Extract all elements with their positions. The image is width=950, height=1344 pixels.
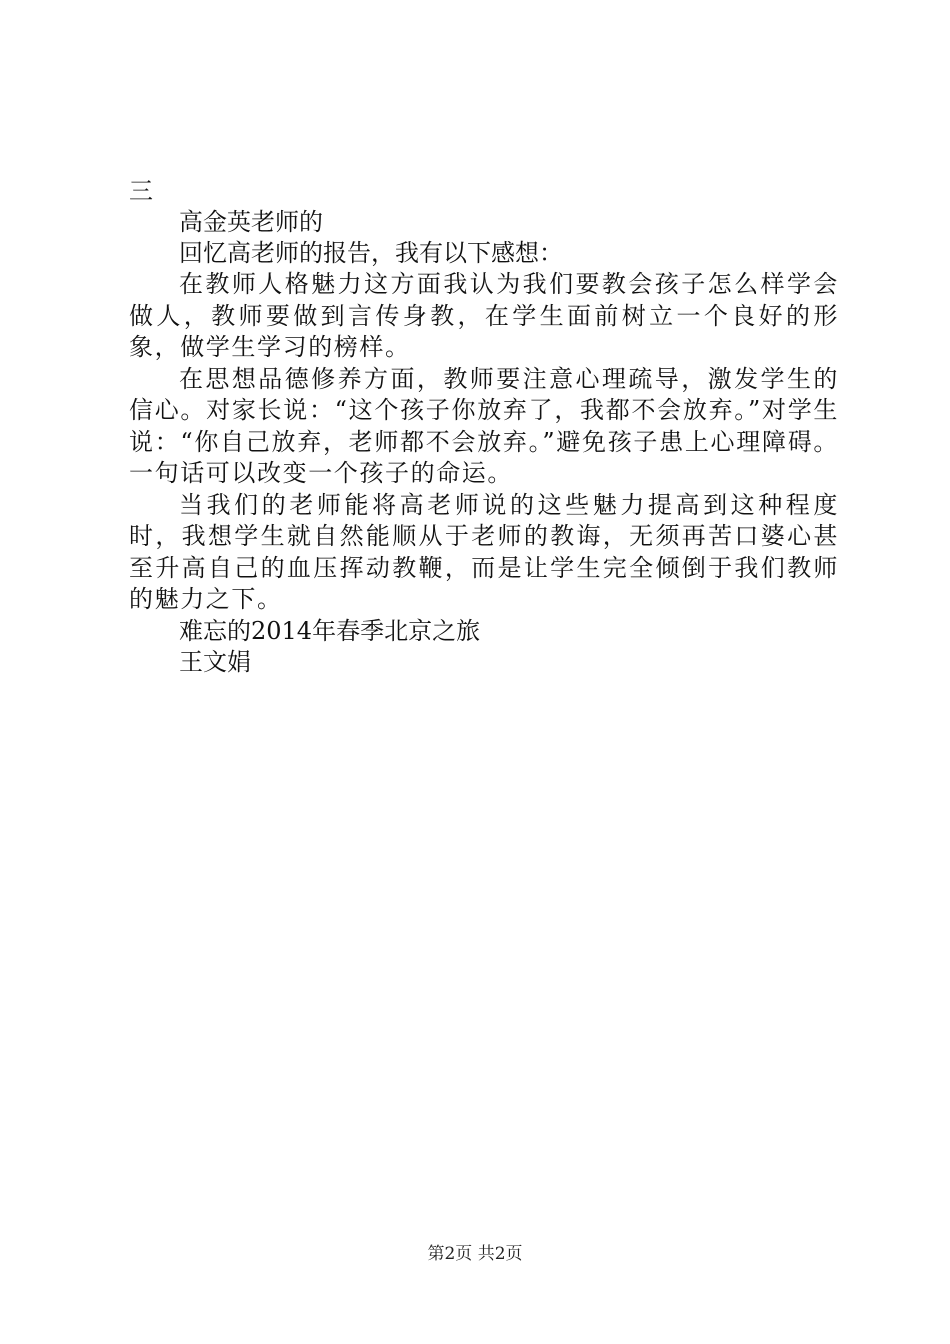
article-heading: 高金英老师的 [179, 208, 323, 236]
next-article-title: 难忘的2014年春季北京之旅 [179, 616, 481, 645]
paragraph-conclusion: 当我们的老师能将高老师说的这些魅力提高到这种程度时，我想学生就自然能顺从于老师的教诲，无须再苦口婆心甚至升高自己的血压挥动教鞭，而是让学生完全倾倒于我们教师的魅力之下。 [129, 490, 839, 613]
page-number-footer: 第2页 共2页 [427, 1244, 523, 1264]
intro-line: 回忆高老师的报告，我有以下感想： [179, 239, 563, 267]
paragraph-moral-cultivation: 在思想品德修养方面，教师要注意心理疏导，激发学生的信心。对家长说：“这个孩子你放弃了，我都不会放弃。”对学生说：“你自己放弃，老师都不会放弃。”避免孩子患上心理障碍。一句话可以改变一个孩子的命运。 [129, 364, 839, 487]
section-number: 三 [129, 177, 153, 205]
document-body [129, 176, 839, 678]
paragraph-teacher-charisma: 在教师人格魅力这方面我认为我们要教会孩子怎么样学会做人，教师要做到言传身教，在学生面前树立一个良好的形象，做学生学习的榜样。 [129, 270, 839, 361]
author-name: 王文娟 [179, 647, 251, 676]
